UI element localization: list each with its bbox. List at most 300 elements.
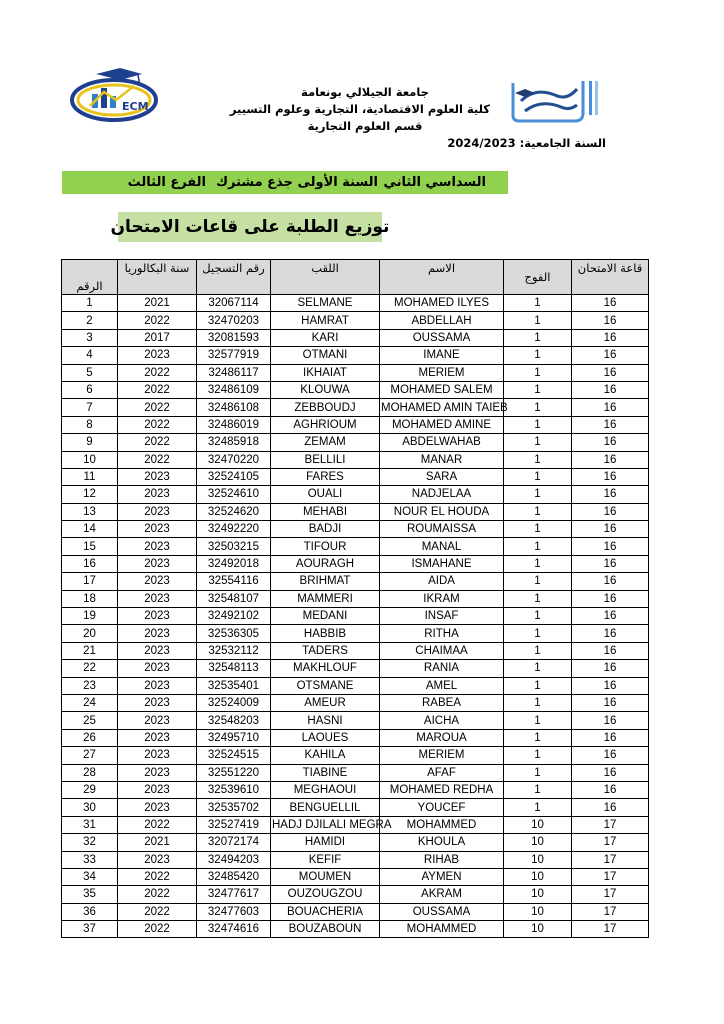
- exam-room-cell: 16: [572, 364, 649, 381]
- bac-year-cell: 2021: [118, 295, 197, 312]
- registration-cell: 32535401: [197, 677, 271, 694]
- name-cell: INSAF: [380, 608, 504, 625]
- bac-year-cell: 2023: [118, 694, 197, 711]
- table-row: [62, 364, 649, 381]
- number-cell: 21: [62, 642, 118, 659]
- registration-cell: 32524105: [197, 468, 271, 485]
- surname-cell: ZEBBOUDJ: [271, 399, 380, 416]
- table-row: [62, 729, 649, 746]
- name-cell: ABDELLAH: [380, 312, 504, 329]
- name-cell: MOHAMED AMIN TAIEB: [380, 399, 504, 416]
- page-title: توزيع الطلبة على قاعات الامتحان: [118, 212, 382, 242]
- number-cell: 18: [62, 590, 118, 607]
- bac-year-cell: 2023: [118, 608, 197, 625]
- bac-year-cell: 2023: [118, 521, 197, 538]
- surname-cell: MAKHLOUF: [271, 660, 380, 677]
- number-cell: 17: [62, 573, 118, 590]
- registration-cell: 32535702: [197, 799, 271, 816]
- bac-year-cell: 2023: [118, 590, 197, 607]
- registration-cell: 32548107: [197, 590, 271, 607]
- exam-room-cell: 16: [572, 764, 649, 781]
- name-cell: OUSSAMA: [380, 329, 504, 346]
- exam-room-cell: 17: [572, 886, 649, 903]
- group-cell: 1: [504, 729, 572, 746]
- number-cell: 33: [62, 851, 118, 868]
- exam-room-cell: 16: [572, 295, 649, 312]
- svg-text:ECM: ECM: [122, 100, 149, 113]
- registration-cell: 32072174: [197, 834, 271, 851]
- group-cell: 1: [504, 347, 572, 364]
- table-row: [62, 921, 649, 938]
- group-cell: 10: [504, 851, 572, 868]
- table-row: [62, 799, 649, 816]
- bac-year-cell: 2022: [118, 816, 197, 833]
- name-cell: MAROUA: [380, 729, 504, 746]
- number-cell: 24: [62, 694, 118, 711]
- bac-year-cell: 2023: [118, 503, 197, 520]
- name-cell: ROUMAISSA: [380, 521, 504, 538]
- table-row: [62, 468, 649, 485]
- bac-year-cell: 2017: [118, 329, 197, 346]
- registration-cell: 32081593: [197, 329, 271, 346]
- table-row: [62, 590, 649, 607]
- number-cell: 11: [62, 468, 118, 485]
- name-cell: AMEL: [380, 677, 504, 694]
- number-cell: 22: [62, 660, 118, 677]
- exam-room-cell: 16: [572, 747, 649, 764]
- name-cell: AIDA: [380, 573, 504, 590]
- name-cell: CHAIMAA: [380, 642, 504, 659]
- branch-label: الفرع الثالث: [127, 175, 206, 190]
- bac-year-cell: 2023: [118, 468, 197, 485]
- group-cell: 1: [504, 434, 572, 451]
- exam-room-cell: 17: [572, 834, 649, 851]
- table-row: [62, 625, 649, 642]
- group-cell: 10: [504, 921, 572, 938]
- bac-year-cell: 2023: [118, 347, 197, 364]
- academic-year: السنة الجامعية: 2024/2023: [447, 136, 606, 150]
- surname-cell: TIFOUR: [271, 538, 380, 555]
- table-row: [62, 538, 649, 555]
- exam-room-cell: 16: [572, 712, 649, 729]
- number-cell: 14: [62, 521, 118, 538]
- table-row: [62, 903, 649, 920]
- bac-year-cell: 2022: [118, 434, 197, 451]
- surname-cell: OTSMANE: [271, 677, 380, 694]
- group-cell: 1: [504, 538, 572, 555]
- number-cell: 2: [62, 312, 118, 329]
- name-cell: KHOULA: [380, 834, 504, 851]
- surname-cell: ZEMAM: [271, 434, 380, 451]
- department-name: قسم العلوم التجارية: [307, 119, 423, 133]
- bac-year-cell: 2023: [118, 660, 197, 677]
- bac-year-cell: 2023: [118, 625, 197, 642]
- registration-cell: 32470203: [197, 312, 271, 329]
- number-cell: 36: [62, 903, 118, 920]
- bac-year-cell: 2023: [118, 781, 197, 798]
- exam-room-cell: 16: [572, 642, 649, 659]
- group-cell: 1: [504, 590, 572, 607]
- bac-year-cell: 2023: [118, 712, 197, 729]
- name-cell: MOHAMED REDHA: [380, 781, 504, 798]
- surname-cell: IKHAIAT: [271, 364, 380, 381]
- number-cell: 29: [62, 781, 118, 798]
- name-cell: NADJELAA: [380, 486, 504, 503]
- exam-room-cell: 16: [572, 694, 649, 711]
- exam-room-cell: 17: [572, 816, 649, 833]
- surname-cell: KAHILA: [271, 747, 380, 764]
- group-cell: 10: [504, 834, 572, 851]
- number-cell: 3: [62, 329, 118, 346]
- exam-room-cell: 16: [572, 677, 649, 694]
- number-cell: 20: [62, 625, 118, 642]
- name-cell: AICHA: [380, 712, 504, 729]
- bac-year-cell: 2023: [118, 642, 197, 659]
- surname-cell: OUZOUGZOU: [271, 886, 380, 903]
- surname-cell: HAMRAT: [271, 312, 380, 329]
- number-cell: 10: [62, 451, 118, 468]
- table-row: [62, 868, 649, 885]
- group-cell: 1: [504, 573, 572, 590]
- number-cell: 25: [62, 712, 118, 729]
- table-row: [62, 295, 649, 312]
- table-row: [62, 694, 649, 711]
- exam-room-cell: 16: [572, 799, 649, 816]
- bac-year-cell: 2023: [118, 764, 197, 781]
- group-cell: 1: [504, 555, 572, 572]
- registration-cell: 32477617: [197, 886, 271, 903]
- registration-cell: 32524515: [197, 747, 271, 764]
- surname-cell: AGHRIOUM: [271, 416, 380, 433]
- registration-cell: 32492220: [197, 521, 271, 538]
- registration-cell: 32548203: [197, 712, 271, 729]
- name-cell: RIHAB: [380, 851, 504, 868]
- registration-cell: 32486108: [197, 399, 271, 416]
- registration-cell: 32486019: [197, 416, 271, 433]
- name-cell: ISMAHANE: [380, 555, 504, 572]
- registration-cell: 32548113: [197, 660, 271, 677]
- header-group: الفوج: [504, 260, 572, 295]
- group-cell: 1: [504, 764, 572, 781]
- faculty-logo: [68, 66, 160, 126]
- surname-cell: HABBIB: [271, 625, 380, 642]
- name-cell: MERIEM: [380, 747, 504, 764]
- group-cell: 1: [504, 712, 572, 729]
- surname-cell: MEGHAOUI: [271, 781, 380, 798]
- exam-room-cell: 16: [572, 555, 649, 572]
- table-header-row: [62, 260, 649, 295]
- bac-year-cell: 2023: [118, 573, 197, 590]
- number-cell: 1: [62, 295, 118, 312]
- bac-year-cell: 2022: [118, 416, 197, 433]
- table-row: [62, 312, 649, 329]
- number-cell: 34: [62, 868, 118, 885]
- table-row: [62, 816, 649, 833]
- bac-year-cell: 2023: [118, 538, 197, 555]
- surname-cell: MAMMERI: [271, 590, 380, 607]
- registration-cell: 32539610: [197, 781, 271, 798]
- surname-cell: BENGUELLIL: [271, 799, 380, 816]
- exam-room-cell: 16: [572, 399, 649, 416]
- number-cell: 31: [62, 816, 118, 833]
- surname-cell: OTMANI: [271, 347, 380, 364]
- number-cell: 6: [62, 381, 118, 398]
- name-cell: MOHAMED ILYES: [380, 295, 504, 312]
- name-cell: MOHAMMED: [380, 816, 504, 833]
- registration-cell: 32470220: [197, 451, 271, 468]
- table-row: [62, 642, 649, 659]
- group-cell: 1: [504, 660, 572, 677]
- table-row: [62, 555, 649, 572]
- surname-cell: HADJ DJILALI MEGRA: [271, 816, 380, 833]
- registration-cell: 32492018: [197, 555, 271, 572]
- table-row: [62, 434, 649, 451]
- registration-cell: 32554116: [197, 573, 271, 590]
- table-row: [62, 781, 649, 798]
- exam-room-cell: 16: [572, 451, 649, 468]
- surname-cell: BELLILI: [271, 451, 380, 468]
- exam-room-cell: 16: [572, 416, 649, 433]
- group-cell: 10: [504, 868, 572, 885]
- bac-year-cell: 2022: [118, 921, 197, 938]
- exam-room-cell: 16: [572, 781, 649, 798]
- group-cell: 1: [504, 468, 572, 485]
- group-cell: 1: [504, 451, 572, 468]
- group-cell: 10: [504, 816, 572, 833]
- table-row: [62, 764, 649, 781]
- group-cell: 10: [504, 903, 572, 920]
- number-cell: 32: [62, 834, 118, 851]
- university-name: جامعة الجيلالي بونعامة: [301, 85, 429, 99]
- registration-cell: 32524620: [197, 503, 271, 520]
- number-cell: 27: [62, 747, 118, 764]
- registration-cell: 32485918: [197, 434, 271, 451]
- exam-room-cell: 16: [572, 521, 649, 538]
- surname-cell: BOUZABOUN: [271, 921, 380, 938]
- bac-year-cell: 2022: [118, 886, 197, 903]
- name-cell: RABEA: [380, 694, 504, 711]
- bac-year-cell: 2023: [118, 677, 197, 694]
- number-cell: 35: [62, 886, 118, 903]
- header-surname: اللقب: [271, 260, 380, 295]
- table-row: [62, 329, 649, 346]
- table-row: [62, 573, 649, 590]
- surname-cell: OUALI: [271, 486, 380, 503]
- surname-cell: BOUACHERIA: [271, 903, 380, 920]
- bac-year-cell: 2023: [118, 486, 197, 503]
- registration-cell: 32495710: [197, 729, 271, 746]
- group-cell: 1: [504, 312, 572, 329]
- exam-room-cell: 16: [572, 660, 649, 677]
- registration-cell: 32485420: [197, 868, 271, 885]
- name-cell: ABDELWAHAB: [380, 434, 504, 451]
- name-cell: AYMEN: [380, 868, 504, 885]
- name-cell: OUSSAMA: [380, 903, 504, 920]
- registration-cell: 32474616: [197, 921, 271, 938]
- name-cell: IMANE: [380, 347, 504, 364]
- exam-room-cell: 16: [572, 729, 649, 746]
- group-cell: 1: [504, 416, 572, 433]
- number-cell: 23: [62, 677, 118, 694]
- exam-room-cell: 16: [572, 608, 649, 625]
- name-cell: MOHAMMED: [380, 921, 504, 938]
- table-row: [62, 347, 649, 364]
- table-row: [62, 503, 649, 520]
- surname-cell: HAMIDI: [271, 834, 380, 851]
- surname-cell: FARES: [271, 468, 380, 485]
- exam-room-cell: 17: [572, 868, 649, 885]
- bac-year-cell: 2023: [118, 747, 197, 764]
- surname-cell: AMEUR: [271, 694, 380, 711]
- name-cell: MERIEM: [380, 364, 504, 381]
- university-header: [229, 84, 490, 135]
- exam-room-cell: 16: [572, 573, 649, 590]
- surname-cell: KEFIF: [271, 851, 380, 868]
- table-row: [62, 451, 649, 468]
- exam-room-cell: 17: [572, 921, 649, 938]
- registration-cell: 32503215: [197, 538, 271, 555]
- group-cell: 1: [504, 329, 572, 346]
- number-cell: 28: [62, 764, 118, 781]
- name-cell: NOUR EL HOUDA: [380, 503, 504, 520]
- number-cell: 5: [62, 364, 118, 381]
- registration-cell: 32532112: [197, 642, 271, 659]
- number-cell: 15: [62, 538, 118, 555]
- exam-room-cell: 16: [572, 329, 649, 346]
- number-cell: 4: [62, 347, 118, 364]
- table-row: [62, 660, 649, 677]
- surname-cell: KLOUWA: [271, 381, 380, 398]
- exam-room-cell: 17: [572, 851, 649, 868]
- number-cell: 16: [62, 555, 118, 572]
- surname-cell: MOUMEN: [271, 868, 380, 885]
- surname-cell: LAOUES: [271, 729, 380, 746]
- registration-cell: 32527419: [197, 816, 271, 833]
- table-row: [62, 381, 649, 398]
- bac-year-cell: 2022: [118, 381, 197, 398]
- surname-cell: TADERS: [271, 642, 380, 659]
- table-row: [62, 486, 649, 503]
- number-cell: 12: [62, 486, 118, 503]
- exam-room-cell: 16: [572, 347, 649, 364]
- name-cell: SARA: [380, 468, 504, 485]
- group-cell: 1: [504, 521, 572, 538]
- bac-year-cell: 2022: [118, 903, 197, 920]
- registration-cell: 32492102: [197, 608, 271, 625]
- group-cell: 1: [504, 625, 572, 642]
- surname-cell: MEHABI: [271, 503, 380, 520]
- table-body: [62, 295, 649, 938]
- registration-cell: 32577919: [197, 347, 271, 364]
- name-cell: RANIA: [380, 660, 504, 677]
- group-cell: 1: [504, 747, 572, 764]
- bac-year-cell: 2023: [118, 555, 197, 572]
- group-cell: 1: [504, 694, 572, 711]
- table-row: [62, 747, 649, 764]
- semester-label: السداسي الثاني: [383, 175, 486, 190]
- exam-room-cell: 16: [572, 590, 649, 607]
- group-cell: 10: [504, 886, 572, 903]
- table-row: [62, 712, 649, 729]
- bac-year-cell: 2022: [118, 451, 197, 468]
- registration-cell: 32494203: [197, 851, 271, 868]
- bac-year-cell: 2022: [118, 312, 197, 329]
- registration-cell: 32477603: [197, 903, 271, 920]
- faculty-name: كلية العلوم الاقتصادية، التجارية وعلوم التسيير: [229, 102, 490, 116]
- university-logo: [505, 75, 605, 125]
- name-cell: MANAL: [380, 538, 504, 555]
- number-cell: 30: [62, 799, 118, 816]
- surname-cell: MEDANI: [271, 608, 380, 625]
- number-cell: 19: [62, 608, 118, 625]
- table-row: [62, 608, 649, 625]
- registration-cell: 32524610: [197, 486, 271, 503]
- group-cell: 1: [504, 364, 572, 381]
- surname-cell: SELMANE: [271, 295, 380, 312]
- exam-room-cell: 16: [572, 468, 649, 485]
- name-cell: AFAF: [380, 764, 504, 781]
- exam-room-cell: 17: [572, 903, 649, 920]
- number-cell: 26: [62, 729, 118, 746]
- exam-room-cell: 16: [572, 381, 649, 398]
- number-cell: 9: [62, 434, 118, 451]
- table-row: [62, 851, 649, 868]
- name-cell: AKRAM: [380, 886, 504, 903]
- group-cell: 1: [504, 503, 572, 520]
- group-cell: 1: [504, 486, 572, 503]
- bac-year-cell: 2023: [118, 799, 197, 816]
- group-cell: 1: [504, 677, 572, 694]
- bac-year-cell: 2021: [118, 834, 197, 851]
- table-row: [62, 677, 649, 694]
- bac-year-cell: 2022: [118, 364, 197, 381]
- registration-cell: 32486117: [197, 364, 271, 381]
- table-row: [62, 521, 649, 538]
- registration-cell: 32551220: [197, 764, 271, 781]
- number-cell: 8: [62, 416, 118, 433]
- name-cell: YOUCEF: [380, 799, 504, 816]
- group-cell: 1: [504, 295, 572, 312]
- exam-room-cell: 16: [572, 434, 649, 451]
- surname-cell: KARI: [271, 329, 380, 346]
- name-cell: IKRAM: [380, 590, 504, 607]
- surname-cell: HASNI: [271, 712, 380, 729]
- surname-cell: TIABINE: [271, 764, 380, 781]
- bac-year-cell: 2022: [118, 868, 197, 885]
- exam-room-cell: 16: [572, 312, 649, 329]
- group-cell: 1: [504, 799, 572, 816]
- bac-year-cell: 2023: [118, 729, 197, 746]
- registration-cell: 32536305: [197, 625, 271, 642]
- number-cell: 37: [62, 921, 118, 938]
- name-cell: MOHAMED AMINE: [380, 416, 504, 433]
- surname-cell: BADJI: [271, 521, 380, 538]
- registration-cell: 32067114: [197, 295, 271, 312]
- header-exam-room: قاعة الامتحان: [572, 260, 649, 295]
- surname-cell: AOURAGH: [271, 555, 380, 572]
- exam-room-cell: 16: [572, 625, 649, 642]
- name-cell: MANAR: [380, 451, 504, 468]
- group-cell: 1: [504, 642, 572, 659]
- header-bac-year: سنة البكالوريا: [118, 260, 197, 295]
- exam-room-cell: 16: [572, 486, 649, 503]
- number-cell: 7: [62, 399, 118, 416]
- students-table: [61, 259, 649, 938]
- table-row: [62, 416, 649, 433]
- group-cell: 1: [504, 781, 572, 798]
- registration-cell: 32486109: [197, 381, 271, 398]
- name-cell: RITHA: [380, 625, 504, 642]
